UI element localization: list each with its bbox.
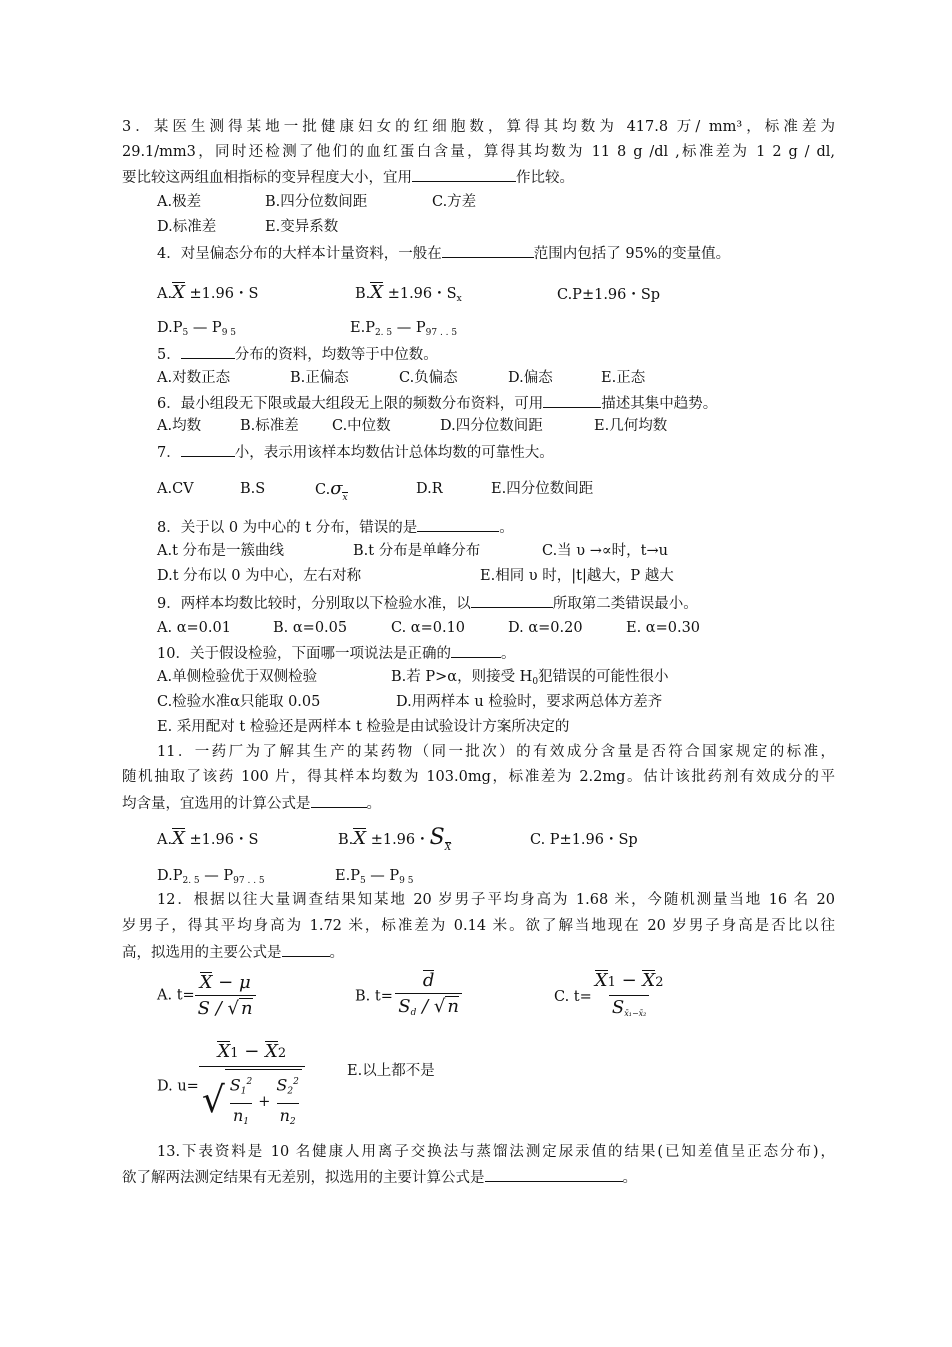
x-bar-symbol: X: [172, 282, 185, 303]
answer-blank: [451, 642, 501, 658]
q11-line1: 11．一药厂为了解其生产的某药物（同一批次）的有效成分含量是否符合国家规定的标准，: [157, 744, 835, 760]
q11-option-c: C. P±1.96・Sp: [530, 832, 638, 848]
q8-stem: 8．关于以 0 为中心的 t 分布，错误的是 。: [157, 516, 514, 538]
q12-option-c: C. t= $\frac{X1 - X2}{S_{x̄_1-x̄_2}}$: [554, 970, 667, 1024]
q12-option-a: A. t= $\frac{X - \mu}{S / √ n}$: [157, 972, 256, 1019]
q5-option-d: D.偏态: [508, 370, 553, 386]
q11-line2: 随机抽取了该药 100 片，得其样本均数为 103.0mg，标准差为 2.2mg。估计该批药剂有效成分的平: [122, 769, 835, 785]
formula-u-two-sample: X1 − X2 √ $\frac{S_1^2}{n_1}$ + $\frac{S_2^2}{n_2}$: [199, 1041, 305, 1132]
q11-option-d: $D.P_{2. 5}$ — $P_{97 . . 5}$: [157, 868, 265, 886]
q5-option-b: B.正偏态: [290, 370, 349, 386]
q3-line2: 29.1/mm3，同时还检测了他们的血红蛋白含量，算得其均数为 11 8 g /dl ,标准差为 1 2 g / dl,: [122, 144, 835, 160]
q6-stem: 6．最小组段无下限或最大组段无上限的频数分布资料，可用 描述其集中趋势。: [157, 392, 717, 414]
q12-option-b: B. t= $\frac{d}{S_d / √ n}$: [355, 970, 464, 1023]
q4-option-d: $D.P_5$ — $P_{9 5}$: [157, 320, 237, 338]
q8-option-a: A.t 分布是一簇曲线: [157, 543, 285, 559]
q9-option-e: E. α=0.30: [626, 620, 701, 636]
q9-option-d: D. α=0.20: [508, 620, 583, 636]
q12-line1: 12．根据以往大量调查结果知某地 20 岁男子平均身高为 1.68 米，今随机测量当地 16 名 20: [157, 892, 835, 908]
q6-option-c: C.中位数: [332, 418, 391, 434]
q11-option-e: $E.P_5$ — $P_{9 5}$: [335, 868, 414, 886]
formula-t-two-sample: $\frac{X1 - X2}{S_{x̄_1-x̄_2}}$: [592, 970, 667, 1024]
q4-option-c: C.P±1.96・Sp: [557, 287, 661, 303]
q5-stem: 5． 分布的资料，均数等于中位数。: [157, 343, 438, 365]
q3-option-b: B.四分位数间距: [265, 194, 368, 210]
q7-option-c: $C.\sigma_x$: [315, 478, 348, 503]
q6-option-e: E.几何均数: [594, 418, 668, 434]
q3-text-a: 要比较这两组血相指标的变异程度大小，宜用: [122, 170, 412, 186]
q7-option-a: A.CV: [157, 481, 194, 497]
answer-blank: [485, 1166, 623, 1182]
q8-option-e: E.相同 υ 时，|t|越大，P 越大: [480, 568, 674, 584]
s-symbol: S: [429, 825, 445, 850]
q3-option-a: A.极差: [157, 194, 202, 210]
q3-text-b: 作比较。: [516, 170, 574, 186]
q9-option-c: C. α=0.10: [391, 620, 466, 636]
q6-option-d: D.四分位数间距: [440, 418, 543, 434]
q5-option-c: C.负偏态: [399, 370, 458, 386]
x-bar-symbol: X: [172, 828, 185, 849]
q4-stem: [157, 242, 730, 264]
q4-option-b: B.X ±1.96・$S_x$: [355, 282, 462, 304]
q4-text-b: 范围内包括了 95%的变量值。: [533, 246, 731, 262]
formula-t-one-sample: $\frac{X - \mu}{S / √ n}$: [195, 972, 256, 1019]
q10-option-e: E. 采用配对 t 检验还是两样本 t 检验是由试验设计方案所决定的: [157, 719, 570, 735]
q13-line1: 13.下表资料是 10 名健康人用离子交换法与蒸馏法测定尿汞值的结果(已知差值呈正态分布)，: [157, 1144, 835, 1160]
q12-option-d: D. u= X1 − X2 √ $\frac{S_1^2}{n_1}$ + $\frac{S_2^2}{n_2}$: [157, 1041, 305, 1132]
q9-option-a: A. α=0.01: [157, 620, 231, 636]
q7-option-d: D.R: [416, 481, 443, 497]
x-bar-symbol: X: [370, 282, 384, 303]
q6-option-a: A.均数: [157, 418, 202, 434]
answer-blank: [181, 343, 235, 359]
q8-option-b: B.t 分布是单峰分布: [353, 543, 481, 559]
q11-option-b: B.X ±1.96・$S_X$: [338, 825, 452, 853]
q7-option-b: B.S: [240, 481, 266, 497]
q3-option-e: E.变异系数: [265, 219, 339, 235]
answer-blank: [471, 592, 553, 608]
answer-blank: [311, 792, 367, 808]
answer-blank: [417, 516, 499, 532]
sigma-symbol: σ: [330, 478, 343, 499]
q3-option-c: C.方差: [432, 194, 477, 210]
q3-line3: [122, 166, 574, 188]
q9-option-b: B. α=0.05: [273, 620, 348, 636]
x-bar-symbol: X: [353, 828, 367, 849]
q9-stem: 9．两样本均数比较时，分别取以下检验水准，以 所取第二类错误最小。: [157, 592, 698, 614]
q11-option-a: A.X ±1.96・S: [157, 828, 259, 849]
q7-stem: 7． 小，表示用该样本均数估计总体均数的可靠性大。: [157, 441, 554, 463]
q10-option-d: D.用两样本 u 检验时，要求两总体方差齐: [396, 694, 663, 710]
q10-stem: 10．关于假设检验，下面哪一项说法是正确的 。: [157, 642, 515, 664]
q8-option-c: C.当 υ →∝时，t→u: [542, 543, 668, 559]
q6-option-b: B.标准差: [240, 418, 299, 434]
answer-blank: [543, 392, 601, 408]
answer-blank: [442, 242, 534, 258]
q5-option-a: A.对数正态: [157, 370, 231, 386]
q10-option-c: C.检验水准α只能取 0.05: [157, 694, 321, 710]
q10-option-b: B.若 P>α，则接受 $H_0$犯错误的可能性很小: [391, 669, 669, 687]
q5-option-e: E.正态: [601, 370, 646, 386]
q4-option-e: $E.P_{2. 5}$ — $P_{97 . . 5}$: [350, 320, 458, 338]
q4-option-a: A.X ±1.96・S: [157, 282, 259, 303]
q10-option-a: A.单侧检验优于双侧检验: [157, 669, 318, 685]
answer-blank: [282, 941, 330, 957]
q12-line3: 高，拟选用的主要公式是 。: [122, 941, 344, 963]
q8-option-d: D.t 分布以 0 为中心，左右对称: [157, 568, 362, 584]
q11-line3: 均含量，宜选用的计算公式是 。: [122, 792, 381, 814]
q13-line2: 欲了解两法测定结果有无差别，拟选用的主要计算公式是 。: [122, 1166, 637, 1188]
q4-text-a: 4．对呈偏态分布的大样本计量资料，一般在: [157, 246, 442, 262]
q3-line1: 3．某医生测得某地一批健康妇女的红细胞数，算得其均数为 417.8 万/ mm³，标准差为: [122, 119, 835, 135]
formula-t-paired: $\frac{d}{S_d / √ n}$: [393, 970, 465, 1023]
q3-option-d: D.标准差: [157, 219, 217, 235]
q12-line2: 岁男子，得其平均身高为 1.72 米，标准差为 0.14 米。欲了解当地现在 20 岁男子身高是否比以往: [122, 918, 835, 934]
answer-blank: [181, 441, 235, 457]
answer-blank: [412, 166, 516, 182]
q12-option-e: E.以上都不是: [347, 1063, 435, 1079]
q7-option-e: E.四分位数间距: [491, 481, 594, 497]
